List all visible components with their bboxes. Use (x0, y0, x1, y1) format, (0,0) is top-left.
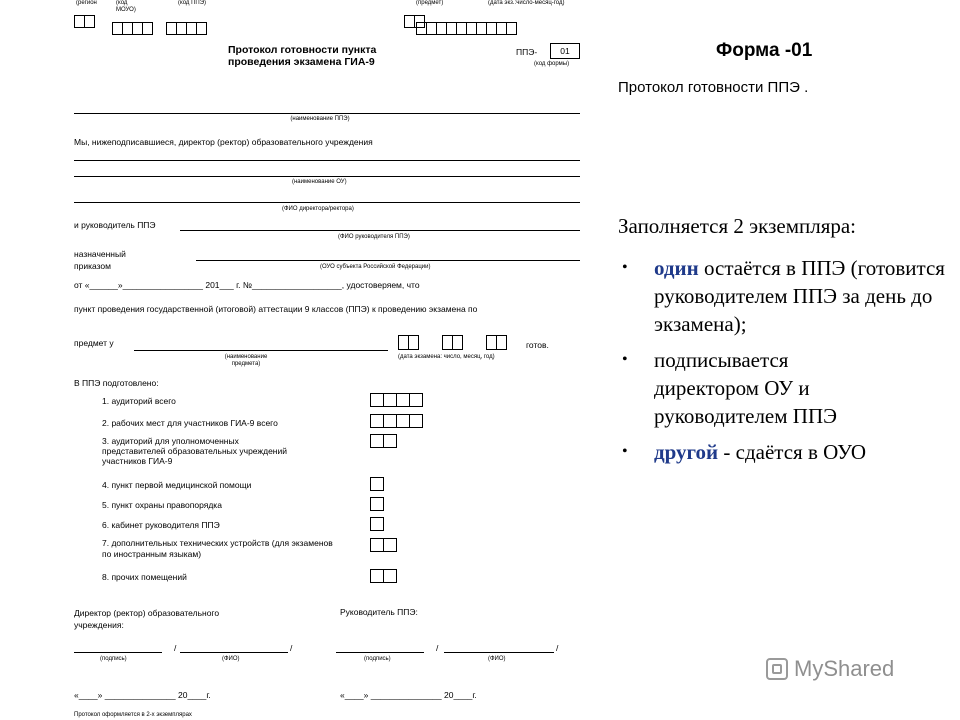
prepared-header: В ППЭ подготовлено: (74, 378, 159, 388)
region-cells (74, 15, 94, 28)
bullet-second-continuation: директором ОУ и руководителем ППЭ (654, 376, 837, 428)
item-security-cells (370, 497, 383, 511)
item-devices-cells (370, 538, 396, 552)
head-signature-caption: (подпись) (364, 656, 391, 662)
form-code-caption: (код формы) (534, 61, 570, 67)
slide-title: Форма -01 (716, 40, 813, 61)
statement-line: Мы, нижеподписавшиеся, директор (ректор) образовательного учреждения (74, 137, 373, 147)
ready-label: готов. (526, 340, 549, 350)
from-line: от «______»_________________ 201___ г. №___________________, удостоверяем, что (74, 280, 420, 290)
bullet-second-text: подписывается (654, 348, 789, 372)
item-medical-cells (370, 477, 383, 491)
sign-head-label: Руководитель ППЭ: (340, 607, 418, 617)
copies-note: Заполняется 2 экземпляра: (618, 214, 857, 238)
item-workplaces-cells (370, 414, 422, 428)
head-fio-caption: (ФИО руководителя ППЭ) (338, 234, 410, 240)
director-signature-caption: (подпись) (100, 656, 127, 662)
subject-label: предмет у (74, 338, 114, 348)
head-date-line: «____» _______________ 20____г. (340, 690, 477, 700)
appointed-label: назначенный приказом (74, 249, 126, 271)
naming-caption: (наименование ППЭ) (290, 116, 350, 122)
myshared-logo-icon (766, 658, 788, 680)
header-date-caption: (дата экз.:число-месяц-год) (488, 0, 565, 6)
item-other: 8. прочих помещений (102, 572, 187, 582)
bullet-third (618, 438, 948, 466)
exam-day-cells (398, 335, 418, 350)
footer-note: Протокол оформляется в 2-х экземплярах (74, 712, 192, 718)
form-title: Протокол готовности пункта проведения экзамена ГИА-9 (228, 44, 377, 68)
item-other-cells (370, 569, 396, 583)
director-fio-caption: (ФИО) (222, 656, 240, 662)
myshared-logo-text: MyShared (794, 656, 895, 681)
item-security: 5. пункт охраны правопорядка (102, 500, 222, 510)
item-devices: 7. дополнительных технических устройств (для экзаменов по иностранным языкам) (102, 538, 333, 559)
header-region-caption: (регион (76, 0, 97, 6)
item-medical: 4. пункт первой медицинской помощи (102, 480, 252, 490)
item-head-office-cells (370, 517, 383, 531)
date-cells (416, 22, 516, 35)
exam-month-cells (442, 335, 462, 350)
bullet-dot-icon: • (622, 259, 628, 276)
subject-caption: (наименование предмета) (224, 354, 268, 367)
ou-caption: (наименование ОУ) (292, 179, 347, 185)
bullet-first (618, 254, 948, 338)
item-auditoriums-cells (370, 393, 422, 407)
oou-cells (112, 22, 152, 35)
ppe-label: ППЭ- (516, 47, 538, 57)
item-auditoriums: 1. аудиторий всего (102, 396, 176, 406)
header-oou-caption: (код МОУО) (116, 0, 136, 13)
head-fio-caption-bottom: (ФИО) (488, 656, 506, 662)
bullet-third-text: - сдаётся в ОУО (718, 440, 867, 464)
director-date-line: «____» _______________ 20____г. (74, 690, 211, 700)
point-line: пункт проведения государственной (итоговой) аттестации 9 классов (ППЭ) к проведению экзамена по (74, 304, 478, 314)
ppe-cells (166, 22, 206, 35)
header-subject-caption: (предмет) (416, 0, 444, 6)
bullet-first-text: остаётся в ППЭ (готовится руководителем ППЭ за день до экзамена); (654, 256, 945, 336)
bullet-list (618, 254, 948, 474)
form-code-box: 01 (550, 43, 580, 59)
bullet-second (618, 346, 948, 430)
bullet-first-bold: один (654, 256, 699, 280)
item-head-office: 6. кабинет руководителя ППЭ (102, 520, 220, 530)
head-line-label: и руководитель ППЭ (74, 220, 156, 230)
bullet-dot-icon: • (622, 351, 628, 368)
exam-year-cells (486, 335, 506, 350)
bullet-third-bold: другой (654, 440, 719, 464)
item-representatives-cells (370, 434, 396, 448)
slide-text-panel (616, 0, 946, 720)
organ-caption: (ОУО субъекта Российской Федерации) (320, 264, 431, 270)
item-representatives: 3. аудиторий для уполномоченных представителей образовательных учреждений участников ГИА-9 (102, 436, 287, 466)
director-caption: (ФИО директора/ректора) (282, 206, 354, 212)
item-workplaces: 2. рабочих мест для участников ГИА-9 всего (102, 418, 278, 428)
slide-subtitle: Протокол готовности ППЭ . (618, 79, 809, 96)
sign-director-label: Директор (ректор) образовательного учреждения: (74, 608, 220, 630)
exam-date-caption: (дата экзамена: число, месяц, год) (398, 354, 495, 360)
bullet-dot-icon: • (622, 443, 628, 460)
header-ppe-caption: (код ППЭ) (178, 0, 206, 6)
scanned-form: (регион (код МОУО) (код ППЭ) (предмет) (дата экз.:число-месяц-год) Протокол готовности пункта проведения экзамена ГИА-9 ППЭ- 01 (код формы) (наименование ППЭ) Мы, нижеподписавшиеся, директор (ректор) образовательного учреждения (наименование ОУ) (ФИО директора/ректора) и руководитель ППЭ (ФИО руководителя ППЭ) назначенный приказом (ОУО субъекта Российской Федерации) от «______»_________________ 201___ г. №___________________, удостоверяем, что пункт проведения государственной (итоговой) аттестации 9 классов (ППЭ) к проведению экзамена по предмет у (наименование предмета) готов. (дата экзамена: число, месяц, год) В ППЭ подготовлено: 1. аудиторий всего 2. рабочих мест для участников ГИА-9 всего 3. аудиторий для уполномоченных представителей образовательных учреждений участников ГИА-9 4. пункт первой медицинской помощи 5. пункт охраны правопорядка 6. кабинет руководителя ППЭ 7. дополнительных технических устройств (для экзаменов по иностранным языкам) 8. прочих помещений Директор (ректор) образовательного учреждения: Руководитель ППЭ: / / / / (подпись) (ФИО) (подпись) (ФИО) «____» _______________ 20____г. «____» _______________ 20____г. Протокол оформляется в 2-х экземплярах (60, 0, 590, 720)
myshared-logo (766, 656, 894, 682)
